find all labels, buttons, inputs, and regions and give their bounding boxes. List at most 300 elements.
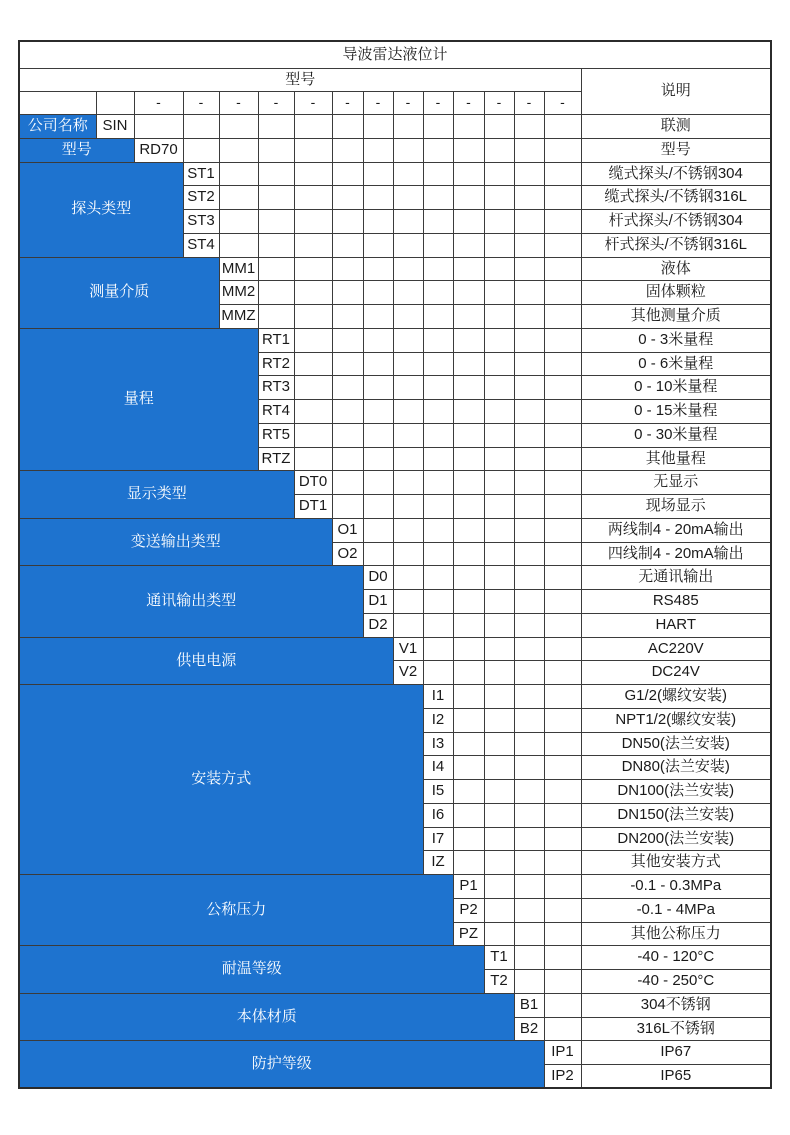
empty-grid-cell (363, 328, 393, 352)
empty-grid-cell (514, 827, 544, 851)
empty-grid-cell (423, 542, 453, 566)
description-cell: DN80(法兰安装) (581, 756, 771, 780)
empty-grid-cell (258, 305, 294, 329)
empty-grid-cell (183, 115, 219, 139)
empty-grid-cell (484, 423, 514, 447)
description-cell: 316L不锈钢 (581, 1017, 771, 1041)
dash-separator-cell: - (453, 92, 484, 115)
empty-grid-cell (258, 186, 294, 210)
empty-grid-cell (258, 281, 294, 305)
empty-grid-cell (363, 352, 393, 376)
code-cell: IZ (423, 851, 453, 875)
table-row (19, 162, 771, 186)
empty-grid-cell (258, 138, 294, 162)
code-cell: IP1 (544, 1041, 581, 1065)
code-cell: DT1 (294, 495, 332, 519)
empty-grid-cell (544, 970, 581, 994)
code-cell: V1 (393, 637, 423, 661)
empty-grid-cell (544, 495, 581, 519)
empty-grid-cell (294, 281, 332, 305)
empty-grid-cell (423, 162, 453, 186)
empty-grid-cell (423, 115, 453, 139)
empty-grid-cell (453, 115, 484, 139)
empty-grid-cell (544, 115, 581, 139)
description-cell: -0.1 - 0.3MPa (581, 875, 771, 899)
empty-grid-cell (514, 210, 544, 234)
empty-grid-cell (544, 376, 581, 400)
empty-grid-cell (453, 162, 484, 186)
table-title: 导波雷达液位计 (19, 41, 771, 69)
empty-grid-cell (332, 305, 363, 329)
empty-grid-cell (453, 423, 484, 447)
table-row (19, 1041, 771, 1065)
empty-grid-cell (423, 423, 453, 447)
empty-grid-cell (423, 566, 453, 590)
empty-grid-cell (423, 661, 453, 685)
empty-grid-cell (363, 233, 393, 257)
empty-grid-cell (453, 637, 484, 661)
empty-grid-cell (332, 423, 363, 447)
code-cell: ST2 (183, 186, 219, 210)
empty-grid-cell (453, 780, 484, 804)
table-row (19, 257, 771, 281)
empty-grid-cell (294, 400, 332, 424)
empty-grid-cell (514, 115, 544, 139)
empty-grid-cell (332, 471, 363, 495)
empty-grid-cell (484, 851, 514, 875)
empty-grid-cell (219, 210, 258, 234)
empty-grid-cell (294, 210, 332, 234)
empty-grid-cell (294, 257, 332, 281)
empty-grid-cell (332, 447, 363, 471)
empty-grid-cell (453, 756, 484, 780)
empty-grid-cell (393, 400, 423, 424)
empty-grid-cell (393, 613, 423, 637)
dash-separator-cell: - (393, 92, 423, 115)
empty-grid-cell (453, 518, 484, 542)
category-cell: 本体材质 (19, 993, 514, 1041)
category-cell: 供电电源 (19, 637, 393, 685)
description-cell: -0.1 - 4MPa (581, 898, 771, 922)
empty-grid-cell (544, 922, 581, 946)
empty-grid-cell (484, 566, 514, 590)
empty-grid-cell (544, 186, 581, 210)
empty-grid-cell (484, 518, 514, 542)
empty-grid-cell (453, 138, 484, 162)
empty-grid-cell (393, 305, 423, 329)
description-cell: G1/2(螺纹安装) (581, 685, 771, 709)
empty-grid-cell (514, 898, 544, 922)
empty-grid-cell (423, 305, 453, 329)
empty-grid-cell (423, 210, 453, 234)
empty-grid-cell (423, 471, 453, 495)
code-cell: RT1 (258, 328, 294, 352)
empty-grid-cell (484, 186, 514, 210)
empty-grid-cell (332, 328, 363, 352)
empty-grid-cell (514, 708, 544, 732)
description-cell: 四线制4 - 20mA输出 (581, 542, 771, 566)
dash-separator-cell: - (332, 92, 363, 115)
code-cell: I6 (423, 803, 453, 827)
empty-grid-cell (514, 946, 544, 970)
empty-grid-cell (484, 590, 514, 614)
table-row (19, 471, 771, 495)
empty-grid-cell (544, 851, 581, 875)
empty-grid-cell (484, 233, 514, 257)
table-row (19, 518, 771, 542)
code-cell: D0 (363, 566, 393, 590)
description-cell: AC220V (581, 637, 771, 661)
empty-grid-cell (514, 542, 544, 566)
description-cell: -40 - 250°C (581, 970, 771, 994)
empty-grid-cell (484, 613, 514, 637)
empty-grid-cell (453, 803, 484, 827)
dash-separator-cell: - (258, 92, 294, 115)
code-cell: B1 (514, 993, 544, 1017)
category-cell: 测量介质 (19, 257, 219, 328)
empty-grid-cell (134, 115, 183, 139)
code-cell: T2 (484, 970, 514, 994)
empty-grid-cell (544, 708, 581, 732)
empty-grid-cell (544, 661, 581, 685)
empty-grid-cell (544, 210, 581, 234)
empty-grid-cell (294, 423, 332, 447)
empty-grid-cell (544, 898, 581, 922)
empty-grid-cell (544, 732, 581, 756)
empty-grid-cell (544, 566, 581, 590)
empty-grid-cell (453, 257, 484, 281)
empty-grid-cell (453, 732, 484, 756)
model-selection-table (18, 40, 772, 1089)
dash-separator-cell: - (134, 92, 183, 115)
empty-grid-cell (514, 518, 544, 542)
empty-grid-cell (393, 210, 423, 234)
empty-grid-cell (423, 186, 453, 210)
empty-grid-cell (393, 447, 423, 471)
empty-grid-cell (514, 400, 544, 424)
code-cell: I7 (423, 827, 453, 851)
code-cell: T1 (484, 946, 514, 970)
code-cell: PZ (453, 922, 484, 946)
empty-grid-cell (332, 400, 363, 424)
empty-grid-cell (484, 803, 514, 827)
dash-separator-cell: - (514, 92, 544, 115)
code-cell: RT5 (258, 423, 294, 447)
empty-grid-cell (332, 257, 363, 281)
empty-grid-cell (453, 400, 484, 424)
empty-grid-cell (423, 376, 453, 400)
empty-grid-cell (544, 756, 581, 780)
empty-grid-cell (332, 495, 363, 519)
empty-grid-cell (423, 138, 453, 162)
empty-grid-cell (544, 518, 581, 542)
empty-grid-cell (514, 566, 544, 590)
empty-grid-cell (258, 115, 294, 139)
empty-grid-cell (484, 115, 514, 139)
category-cell: 型号 (19, 138, 134, 162)
empty-grid-cell (514, 922, 544, 946)
empty-grid-cell (393, 590, 423, 614)
empty-grid-cell (453, 851, 484, 875)
dash-separator-cell: - (294, 92, 332, 115)
empty-grid-cell (544, 138, 581, 162)
dash-separator-cell: - (219, 92, 258, 115)
description-cell: -40 - 120°C (581, 946, 771, 970)
empty-grid-cell (484, 661, 514, 685)
model-header: 型号 (19, 69, 581, 92)
dash-separator-cell: - (484, 92, 514, 115)
empty-grid-cell (423, 637, 453, 661)
description-cell: IP65 (581, 1065, 771, 1089)
empty-grid-cell (453, 566, 484, 590)
empty-grid-cell (393, 471, 423, 495)
description-cell: DN100(法兰安装) (581, 780, 771, 804)
empty-grid-cell (453, 352, 484, 376)
table-row (19, 875, 771, 899)
empty-grid-cell (544, 162, 581, 186)
empty-grid-cell (544, 447, 581, 471)
empty-grid-cell (544, 423, 581, 447)
description-cell: IP67 (581, 1041, 771, 1065)
empty-grid-cell (484, 732, 514, 756)
empty-grid-cell (544, 875, 581, 899)
empty-grid-cell (258, 233, 294, 257)
empty-grid-cell (484, 162, 514, 186)
code-cell: DT0 (294, 471, 332, 495)
code-cell: D2 (363, 613, 393, 637)
empty-grid-cell (514, 590, 544, 614)
empty-grid-cell (484, 281, 514, 305)
description-cell: DN50(法兰安装) (581, 732, 771, 756)
table-row (19, 637, 771, 661)
table-row (19, 685, 771, 709)
empty-grid-cell (294, 115, 332, 139)
empty-grid-cell (332, 186, 363, 210)
code-cell: MM1 (219, 257, 258, 281)
category-cell: 显示类型 (19, 471, 294, 519)
empty-grid-cell (484, 328, 514, 352)
empty-grid-cell (453, 590, 484, 614)
description-header: 说明 (581, 69, 771, 115)
empty-grid-cell (514, 257, 544, 281)
empty-grid-cell (544, 613, 581, 637)
empty-grid-cell (363, 115, 393, 139)
empty-grid-cell (423, 590, 453, 614)
code-cell: RT4 (258, 400, 294, 424)
code-cell: P1 (453, 875, 484, 899)
empty-grid-cell (544, 400, 581, 424)
code-cell: D1 (363, 590, 393, 614)
empty-grid-cell (514, 637, 544, 661)
code-cell: V2 (393, 661, 423, 685)
code-cell: ST3 (183, 210, 219, 234)
category-cell: 量程 (19, 328, 258, 471)
table-row (19, 946, 771, 970)
empty-grid-cell (294, 162, 332, 186)
empty-grid-cell (514, 803, 544, 827)
empty-grid-cell (453, 210, 484, 234)
description-cell: 0 - 30米量程 (581, 423, 771, 447)
empty-grid-cell (423, 447, 453, 471)
empty-grid-cell (484, 756, 514, 780)
description-cell: 无通讯输出 (581, 566, 771, 590)
category-cell: 变送输出类型 (19, 518, 332, 566)
empty-grid-cell (514, 233, 544, 257)
empty-grid-cell (332, 376, 363, 400)
empty-grid-cell (393, 233, 423, 257)
category-cell: 通讯输出类型 (19, 566, 363, 637)
empty-grid-cell (514, 162, 544, 186)
empty-grid-cell (332, 281, 363, 305)
empty-grid-cell (363, 186, 393, 210)
empty-grid-cell (453, 233, 484, 257)
empty-grid-cell (544, 328, 581, 352)
empty-grid-cell (514, 186, 544, 210)
empty-grid-cell (484, 685, 514, 709)
empty-grid-cell (332, 162, 363, 186)
empty-grid-cell (514, 352, 544, 376)
code-cell: B2 (514, 1017, 544, 1041)
description-cell: DN150(法兰安装) (581, 803, 771, 827)
description-cell: HART (581, 613, 771, 637)
empty-grid-cell (294, 328, 332, 352)
code-cell: SIN (96, 115, 134, 139)
empty-grid-cell (544, 471, 581, 495)
empty-grid-cell (393, 352, 423, 376)
category-cell: 公称压力 (19, 875, 453, 946)
empty-grid-cell (484, 875, 514, 899)
empty-grid-cell (484, 352, 514, 376)
empty-grid-cell (514, 471, 544, 495)
empty-grid-cell (514, 447, 544, 471)
description-cell: RS485 (581, 590, 771, 614)
empty-grid-cell (484, 447, 514, 471)
description-cell: 其他公称压力 (581, 922, 771, 946)
empty-grid-cell (484, 827, 514, 851)
empty-grid-cell (484, 637, 514, 661)
code-cell: I2 (423, 708, 453, 732)
table-row (19, 138, 771, 162)
empty-grid-cell (393, 257, 423, 281)
empty-grid-cell (544, 993, 581, 1017)
empty-grid-cell (423, 400, 453, 424)
description-cell: 两线制4 - 20mA输出 (581, 518, 771, 542)
empty-grid-cell (453, 305, 484, 329)
empty-grid-cell (453, 542, 484, 566)
category-cell: 公司名称 (19, 115, 96, 139)
empty-grid-cell (453, 613, 484, 637)
empty-grid-cell (393, 376, 423, 400)
empty-grid-cell (393, 328, 423, 352)
description-cell: 联测 (581, 115, 771, 139)
description-cell: 固体颗粒 (581, 281, 771, 305)
description-cell: 液体 (581, 257, 771, 281)
code-cell: MM2 (219, 281, 258, 305)
empty-grid-cell (423, 281, 453, 305)
description-cell: 其他量程 (581, 447, 771, 471)
code-cell: I5 (423, 780, 453, 804)
empty-grid-cell (453, 281, 484, 305)
empty-grid-cell (484, 400, 514, 424)
description-cell: 现场显示 (581, 495, 771, 519)
category-cell: 防护等级 (19, 1041, 544, 1089)
empty-grid-cell (393, 518, 423, 542)
category-cell: 安装方式 (19, 685, 423, 875)
empty-grid-cell (332, 138, 363, 162)
empty-grid-cell (294, 447, 332, 471)
empty-grid-cell (258, 257, 294, 281)
dash-row-empty-cell (96, 92, 134, 115)
empty-grid-cell (484, 708, 514, 732)
description-cell: DC24V (581, 661, 771, 685)
description-cell: 0 - 10米量程 (581, 376, 771, 400)
empty-grid-cell (453, 447, 484, 471)
empty-grid-cell (393, 281, 423, 305)
empty-grid-cell (363, 447, 393, 471)
empty-grid-cell (332, 210, 363, 234)
empty-grid-cell (514, 875, 544, 899)
empty-grid-cell (453, 186, 484, 210)
model-header-row (19, 69, 771, 92)
code-cell: RT3 (258, 376, 294, 400)
empty-grid-cell (514, 305, 544, 329)
description-cell: 其他安装方式 (581, 851, 771, 875)
empty-grid-cell (544, 305, 581, 329)
empty-grid-cell (484, 542, 514, 566)
empty-grid-cell (393, 138, 423, 162)
code-cell: I3 (423, 732, 453, 756)
empty-grid-cell (453, 471, 484, 495)
empty-grid-cell (423, 352, 453, 376)
code-cell: RTZ (258, 447, 294, 471)
empty-grid-cell (484, 780, 514, 804)
empty-grid-cell (332, 115, 363, 139)
empty-grid-cell (363, 400, 393, 424)
description-cell: 0 - 15米量程 (581, 400, 771, 424)
empty-grid-cell (423, 518, 453, 542)
empty-grid-cell (514, 138, 544, 162)
empty-grid-cell (393, 542, 423, 566)
description-cell: 缆式探头/不锈钢316L (581, 186, 771, 210)
empty-grid-cell (363, 305, 393, 329)
code-cell: I4 (423, 756, 453, 780)
code-cell: MMZ (219, 305, 258, 329)
table-row (19, 566, 771, 590)
empty-grid-cell (514, 423, 544, 447)
empty-grid-cell (453, 328, 484, 352)
empty-grid-cell (393, 495, 423, 519)
empty-grid-cell (363, 495, 393, 519)
empty-grid-cell (514, 661, 544, 685)
description-cell: DN200(法兰安装) (581, 827, 771, 851)
title-row (19, 41, 771, 69)
empty-grid-cell (484, 471, 514, 495)
empty-grid-cell (423, 328, 453, 352)
empty-grid-cell (514, 756, 544, 780)
empty-grid-cell (363, 210, 393, 234)
empty-grid-cell (484, 210, 514, 234)
description-cell: 型号 (581, 138, 771, 162)
empty-grid-cell (544, 780, 581, 804)
description-cell: 304不锈钢 (581, 993, 771, 1017)
dash-separator-cell: - (423, 92, 453, 115)
empty-grid-cell (294, 305, 332, 329)
code-cell: O2 (332, 542, 363, 566)
description-cell: 杆式探头/不锈钢316L (581, 233, 771, 257)
empty-grid-cell (363, 138, 393, 162)
empty-grid-cell (393, 566, 423, 590)
description-cell: NPT1/2(螺纹安装) (581, 708, 771, 732)
